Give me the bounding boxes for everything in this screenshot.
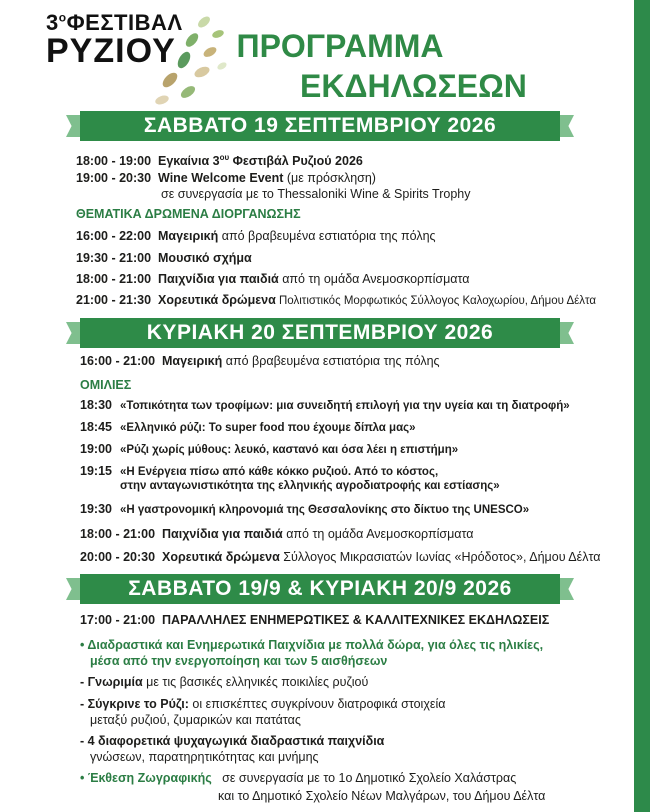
event-title-b: Φεστιβάλ Ρυζιού 2026 — [229, 154, 363, 169]
parallel-events-heading: ΠΑΡΑΛΛΗΛΕΣ ΕΝΗΜΕΡΩΤΙΚΕΣ & ΚΑΛΛΙΤΕΧΝΙΚΕΣ ΕΚΔΗΛΩΣΕΙΣ — [162, 613, 550, 627]
event-note: Σύλλογος Μικρασιατών Ιωνίας «Ηρόδοτος», Δήμου Δέλτα — [279, 550, 601, 564]
time: 18:45 — [80, 420, 112, 434]
event-note: (με πρόσκληση) — [283, 171, 376, 185]
event-note: από τη ομάδα Ανεμοσκορπίσματα — [278, 272, 470, 286]
event-title: Παιχνίδια για παιδιά — [158, 272, 279, 286]
item-compare-line2: μεταξύ ρυζιού, ζυμαρικών και πατάτας — [90, 713, 301, 727]
page-title — [230, 26, 527, 106]
event-title: Μουσικό σχήμα — [158, 251, 252, 265]
day1-band: ΣΑΒΒΑΤΟ 19 ΣΕΠΤΕΜΒΡΙΟΥ 2026 — [80, 111, 560, 141]
talk-title-line1: «Η Ενέργεια πίσω από κάθε κόκκο ρυζιού. Από το κόστος, — [120, 466, 439, 478]
talk-title-line2: στην ανταγωνιστικότητα της ελληνικής αγροδιατροφής και εστίασης» — [120, 480, 500, 492]
logo-number: 3 — [46, 10, 59, 35]
item-title: - 4 διαφορετικά ψυχαγωγικά διαδραστικά παιχνίδια — [80, 734, 385, 748]
day1-row-cooking — [76, 229, 436, 244]
talk-3 — [80, 442, 458, 458]
time: 19:00 - 20:30 — [76, 171, 152, 185]
both-days-band: ΣΑΒΒΑΤΟ 19/9 & ΚΥΡΙΑΚΗ 20/9 2026 — [80, 574, 560, 604]
header — [0, 0, 634, 108]
day1-row-music — [76, 251, 252, 266]
time: 19:15 — [80, 464, 112, 478]
time: 19:30 — [80, 502, 112, 516]
item-title: - Σύγκρινε το Ρύζι: — [80, 697, 189, 711]
logo-ordinal: ο — [58, 10, 67, 25]
day1-row-wine-line2: σε συνεργασία με το Thessaloniki Wine & Spirits Trophy — [161, 187, 471, 201]
ordinal: ου — [219, 153, 230, 162]
event-title: Μαγειρική — [158, 229, 219, 243]
event-note: από βραβευμένα εστιατόρια της πόλης — [222, 354, 440, 368]
item-text: οι επισκέπτες συγκρίνουν διατροφικά στοιχεία — [188, 697, 446, 711]
time: 16:00 - 22:00 — [76, 229, 152, 243]
time: 18:00 - 21:00 — [76, 272, 152, 286]
item-varieties — [80, 675, 368, 690]
item-title: - Γνωριμία — [80, 675, 143, 689]
talk-4-line2 — [120, 479, 500, 494]
item-title: • Έκθεση Ζωγραφικής — [80, 771, 212, 785]
day2-section-talks: ΟΜΙΛΙΕΣ — [80, 378, 132, 392]
event-title: Χορευτικά δρώμενα — [158, 293, 276, 307]
item-compare — [80, 697, 445, 712]
item-interactive-games: • Διαδραστικά και Ενημερωτικά Παιχνίδια με πολλά δώρα, για όλες τις ηλικίες, — [80, 638, 544, 652]
talk-1 — [80, 398, 570, 414]
logo-word-rice: ΡΥΖΙΟΥ — [46, 32, 176, 70]
talk-4 — [80, 464, 438, 480]
time: 20:00 - 20:30 — [80, 550, 156, 564]
day2-band: ΚΥΡΙΑΚΗ 20 ΣΕΠΤΕΜΒΡΙΟΥ 2026 — [80, 318, 560, 348]
talk-title: «Η γαστρονομική κληρονομιά της Θεσσαλονίκης στο δίκτυο της UNESCO» — [120, 504, 530, 516]
time: 16:00 - 21:00 — [80, 354, 156, 368]
item-text: με τις βασικές ελληνικές ποικιλίες ρυζιού — [142, 675, 369, 689]
day1-section-heading: ΘΕΜΑΤΙΚΑ ΔΡΩΜΕΝΑ ΔΙΟΡΓΑΝΩΣΗΣ — [76, 207, 301, 221]
item-text: σε συνεργασία με το 1ο Δημοτικό Σχολείο Χαλάστρας — [222, 771, 517, 785]
time: 17:00 - 21:00 — [80, 613, 156, 627]
day1-row-opening — [76, 150, 363, 169]
event-note: από τη ομάδα Ανεμοσκορπίσματα — [282, 527, 474, 541]
day2-row-cooking — [80, 354, 440, 369]
right-edge-bar — [634, 0, 650, 812]
title-line2: ΕΚΔΗΛΩΣΕΩΝ — [300, 68, 527, 104]
title-line1: ΠΡΟΓΡΑΜΜΑ — [236, 28, 444, 64]
time: 19:30 - 21:00 — [76, 251, 152, 265]
item-games-line2: γνώσεων, παρατηρητικότητας και μνήμης — [90, 750, 319, 764]
day1-row-wine — [76, 171, 376, 186]
event-title: Μαγειρική — [162, 354, 223, 368]
talk-2 — [80, 420, 416, 436]
event-title-a: Εγκαίνια 3 — [158, 154, 220, 169]
talk-title: «Ελληνικό ρύζι: Το super food που έχουμε δίπλα μας» — [120, 422, 416, 434]
event-title: Παιχνίδια για παιδιά — [162, 527, 283, 541]
both-heading-row — [80, 613, 549, 628]
item-exhibition-line2: και το Δημοτικό Σχολείο Νέων Μαλγάρων, του Δήμου Δέλτα — [218, 789, 546, 803]
time: 18:30 — [80, 398, 112, 412]
time: 18:00 - 21:00 — [80, 527, 156, 541]
talk-5 — [80, 502, 529, 518]
day2-row-kids — [80, 527, 474, 542]
item-exhibition — [80, 771, 516, 786]
time: 19:00 — [80, 442, 112, 456]
item-interactive-games-line2: μέσα από την ενεργοποίηση και των 5 αισθήσεων — [90, 654, 388, 668]
event-title: Wine Welcome Event — [158, 171, 284, 185]
logo-word-festival: ΦΕΣΤΙΒΑΛ — [66, 10, 183, 35]
festival-logo — [46, 10, 226, 105]
event-title: Χορευτικά δρώμενα — [162, 550, 280, 564]
day1-row-kids — [76, 272, 470, 287]
time: 21:00 - 21:30 — [76, 293, 152, 307]
item-games — [80, 734, 384, 749]
day1-row-dance — [76, 293, 596, 309]
day2-row-dance — [80, 550, 600, 565]
time: 18:00 - 19:00 — [76, 154, 152, 169]
talk-title: «Τοπικότητα των τροφίμων: μια συνειδητή επιλογή για την υγεία και τη διατροφή» — [120, 400, 570, 412]
event-note: από βραβευμένα εστιατόρια της πόλης — [218, 229, 436, 243]
talk-title: «Ρύζι χωρίς μύθους: λευκό, καστανό και όσα λέει η επιστήμη» — [120, 444, 459, 456]
event-note: Πολιτιστικός Μορφωτικός Σύλλογος Καλοχωρίου, Δήμου Δέλτα — [275, 295, 597, 307]
